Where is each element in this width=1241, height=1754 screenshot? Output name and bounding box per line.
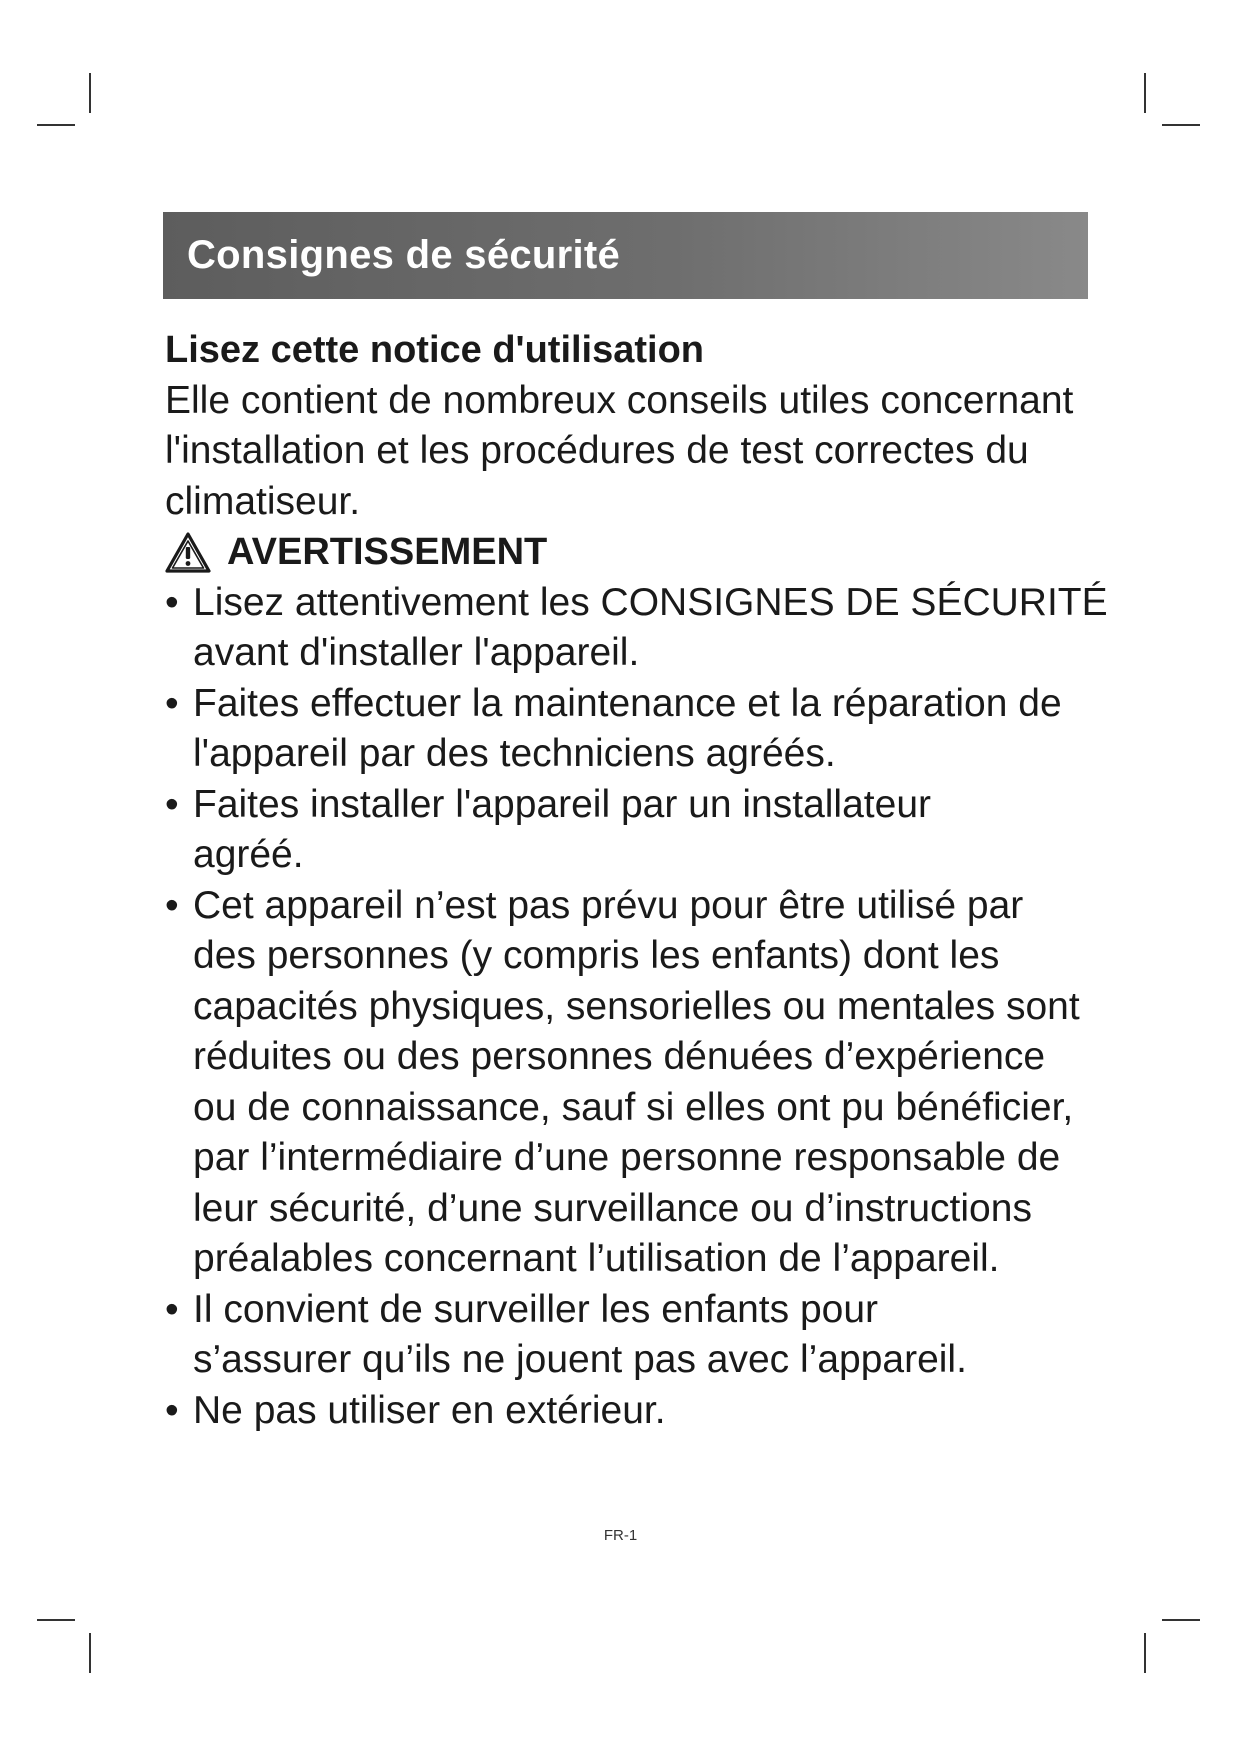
intro-heading: Lisez cette notice d'utilisation bbox=[165, 329, 705, 371]
crop-mark-bottom-right-vertical bbox=[1144, 1633, 1146, 1673]
crop-mark-top-right-vertical bbox=[1144, 73, 1146, 113]
warning-triangle-icon bbox=[165, 532, 211, 573]
safety-rules-list bbox=[165, 578, 1115, 1437]
page-number: FR-1 bbox=[603, 1527, 638, 1544]
crop-mark-top-left-vertical bbox=[89, 73, 91, 113]
crop-mark-bottom-left-vertical bbox=[89, 1633, 91, 1673]
list-item: • Cet appareil n’est pas prévu pour être utilisé par des personnes (y compris les enfants) dont les capacités physiques, sensorielles ou mentales sont réduites ou des personnes dénuées d’expérience ou de connaissance, sauf si elles ont pu bénéficier, par l’intermédiaire d’une personne responsable de leur sécurité, d’une surveillance ou d’instructions préalables concernant l’utilisation de l’appareil. bbox=[165, 881, 1088, 1285]
list-item: • Faites installer l'appareil par un installateur agréé. bbox=[165, 780, 1023, 881]
list-item: • Faites effectuer la maintenance et la réparation de l'appareil par des techniciens agréés. bbox=[165, 679, 1098, 780]
list-item: • Ne pas utiliser en extérieur. bbox=[165, 1386, 1038, 1437]
section-title: Consignes de sécurité bbox=[187, 233, 621, 277]
intro-text: Elle contient de nombreux conseils utiles concernant l'installation et les procédures de test correctes du climatiseur. bbox=[165, 378, 1074, 523]
crop-mark-bottom-left-horizontal bbox=[37, 1619, 75, 1621]
warning-label: AVERTISSEMENT bbox=[227, 531, 548, 573]
crop-mark-bottom-right-horizontal bbox=[1162, 1619, 1200, 1621]
section-header bbox=[163, 212, 1088, 299]
list-item: • Il convient de surveiller les enfants pour s’assurer qu’ils ne jouent pas avec l’appareil. bbox=[165, 1285, 1038, 1386]
warning-heading bbox=[165, 527, 1115, 578]
page-content bbox=[165, 325, 1115, 1436]
list-item: • Lisez attentivement les CONSIGNES DE SÉCURITÉ avant d'installer l'appareil. bbox=[165, 578, 1113, 679]
crop-mark-top-left-horizontal bbox=[37, 124, 75, 126]
crop-mark-top-right-horizontal bbox=[1162, 124, 1200, 126]
